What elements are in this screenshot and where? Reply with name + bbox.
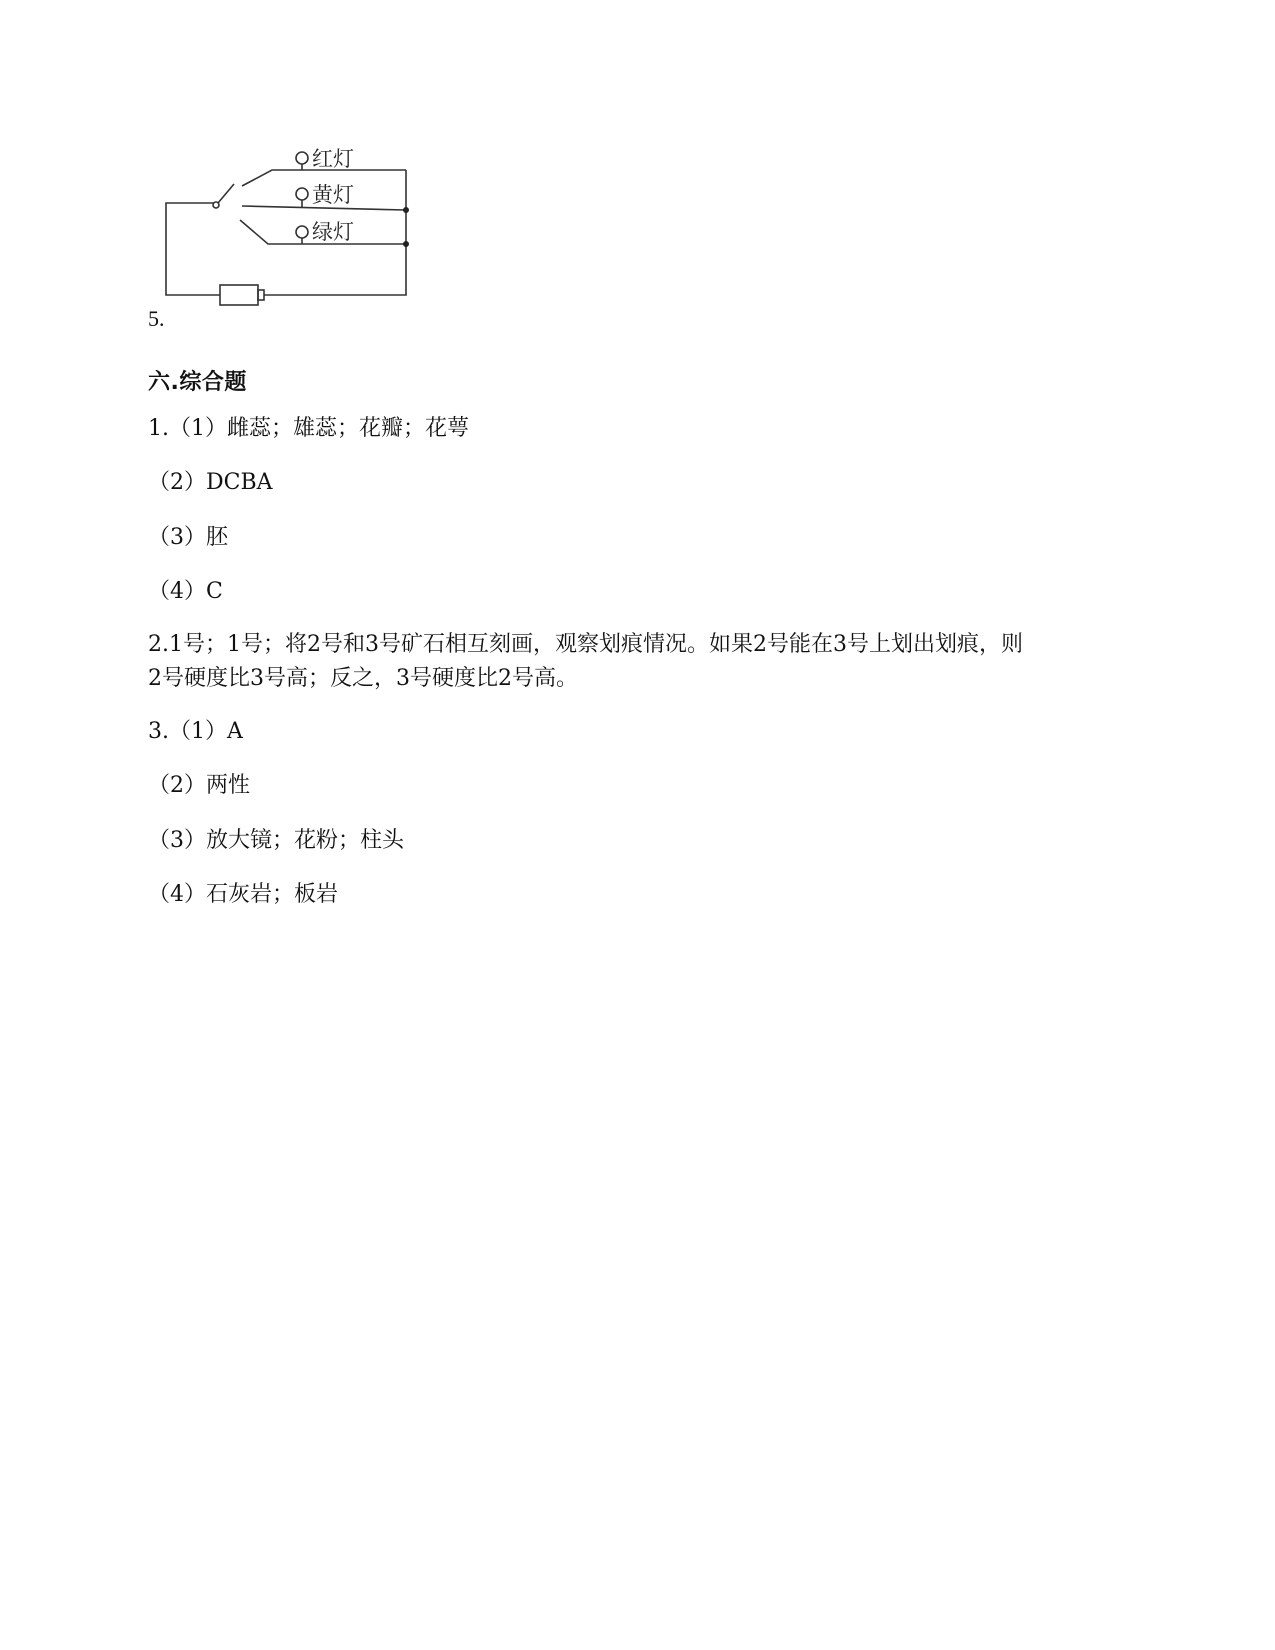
- junction-dot-yellow: [403, 207, 409, 213]
- answer-1-part-4: （4）C: [148, 579, 223, 604]
- answer-1-part-1: 1.（1）雌蕊；雄蕊；花瓣；花萼: [148, 416, 469, 441]
- red-lamp-bulb: [296, 152, 308, 164]
- answer-3-part-3: （3）放大镜；花粉；柱头: [148, 828, 404, 853]
- figure-number: 5.: [148, 306, 165, 331]
- answer-3-part-4: （4）石灰岩；板岩: [148, 882, 338, 907]
- label-red-lamp: 红灯: [312, 147, 354, 171]
- battery-terminal: [258, 290, 264, 300]
- circuit-diagram: [162, 140, 442, 315]
- section-title: 六.综合题: [148, 370, 247, 395]
- green-lamp-bulb: [296, 226, 308, 238]
- answer-2: [148, 628, 1108, 696]
- answer-3-part-2: （2）两性: [148, 773, 250, 798]
- junction-dot-green: [403, 241, 409, 247]
- switch-blade: [218, 184, 234, 203]
- answer-2-line-2: 2号硬度比3号高；反之，3号硬度比2号高。: [148, 666, 578, 691]
- answer-1-part-3: （3）胚: [148, 525, 228, 550]
- answer-2-line-1: 2.1号；1号；将2号和3号矿石相互刻画，观察划痕情况。如果2号能在3号上划出划痕，则: [148, 632, 1023, 657]
- answer-5-figure: [148, 140, 568, 340]
- circuit-wire-left: [166, 203, 220, 295]
- label-green-lamp: 绿灯: [312, 220, 354, 244]
- label-yellow-lamp: 黄灯: [312, 183, 354, 207]
- answer-1-part-2: （2）DCBA: [148, 470, 273, 495]
- answer-3-part-1: 3.（1）A: [148, 719, 243, 744]
- yellow-lamp-bulb: [296, 188, 308, 200]
- battery-symbol: [220, 285, 258, 305]
